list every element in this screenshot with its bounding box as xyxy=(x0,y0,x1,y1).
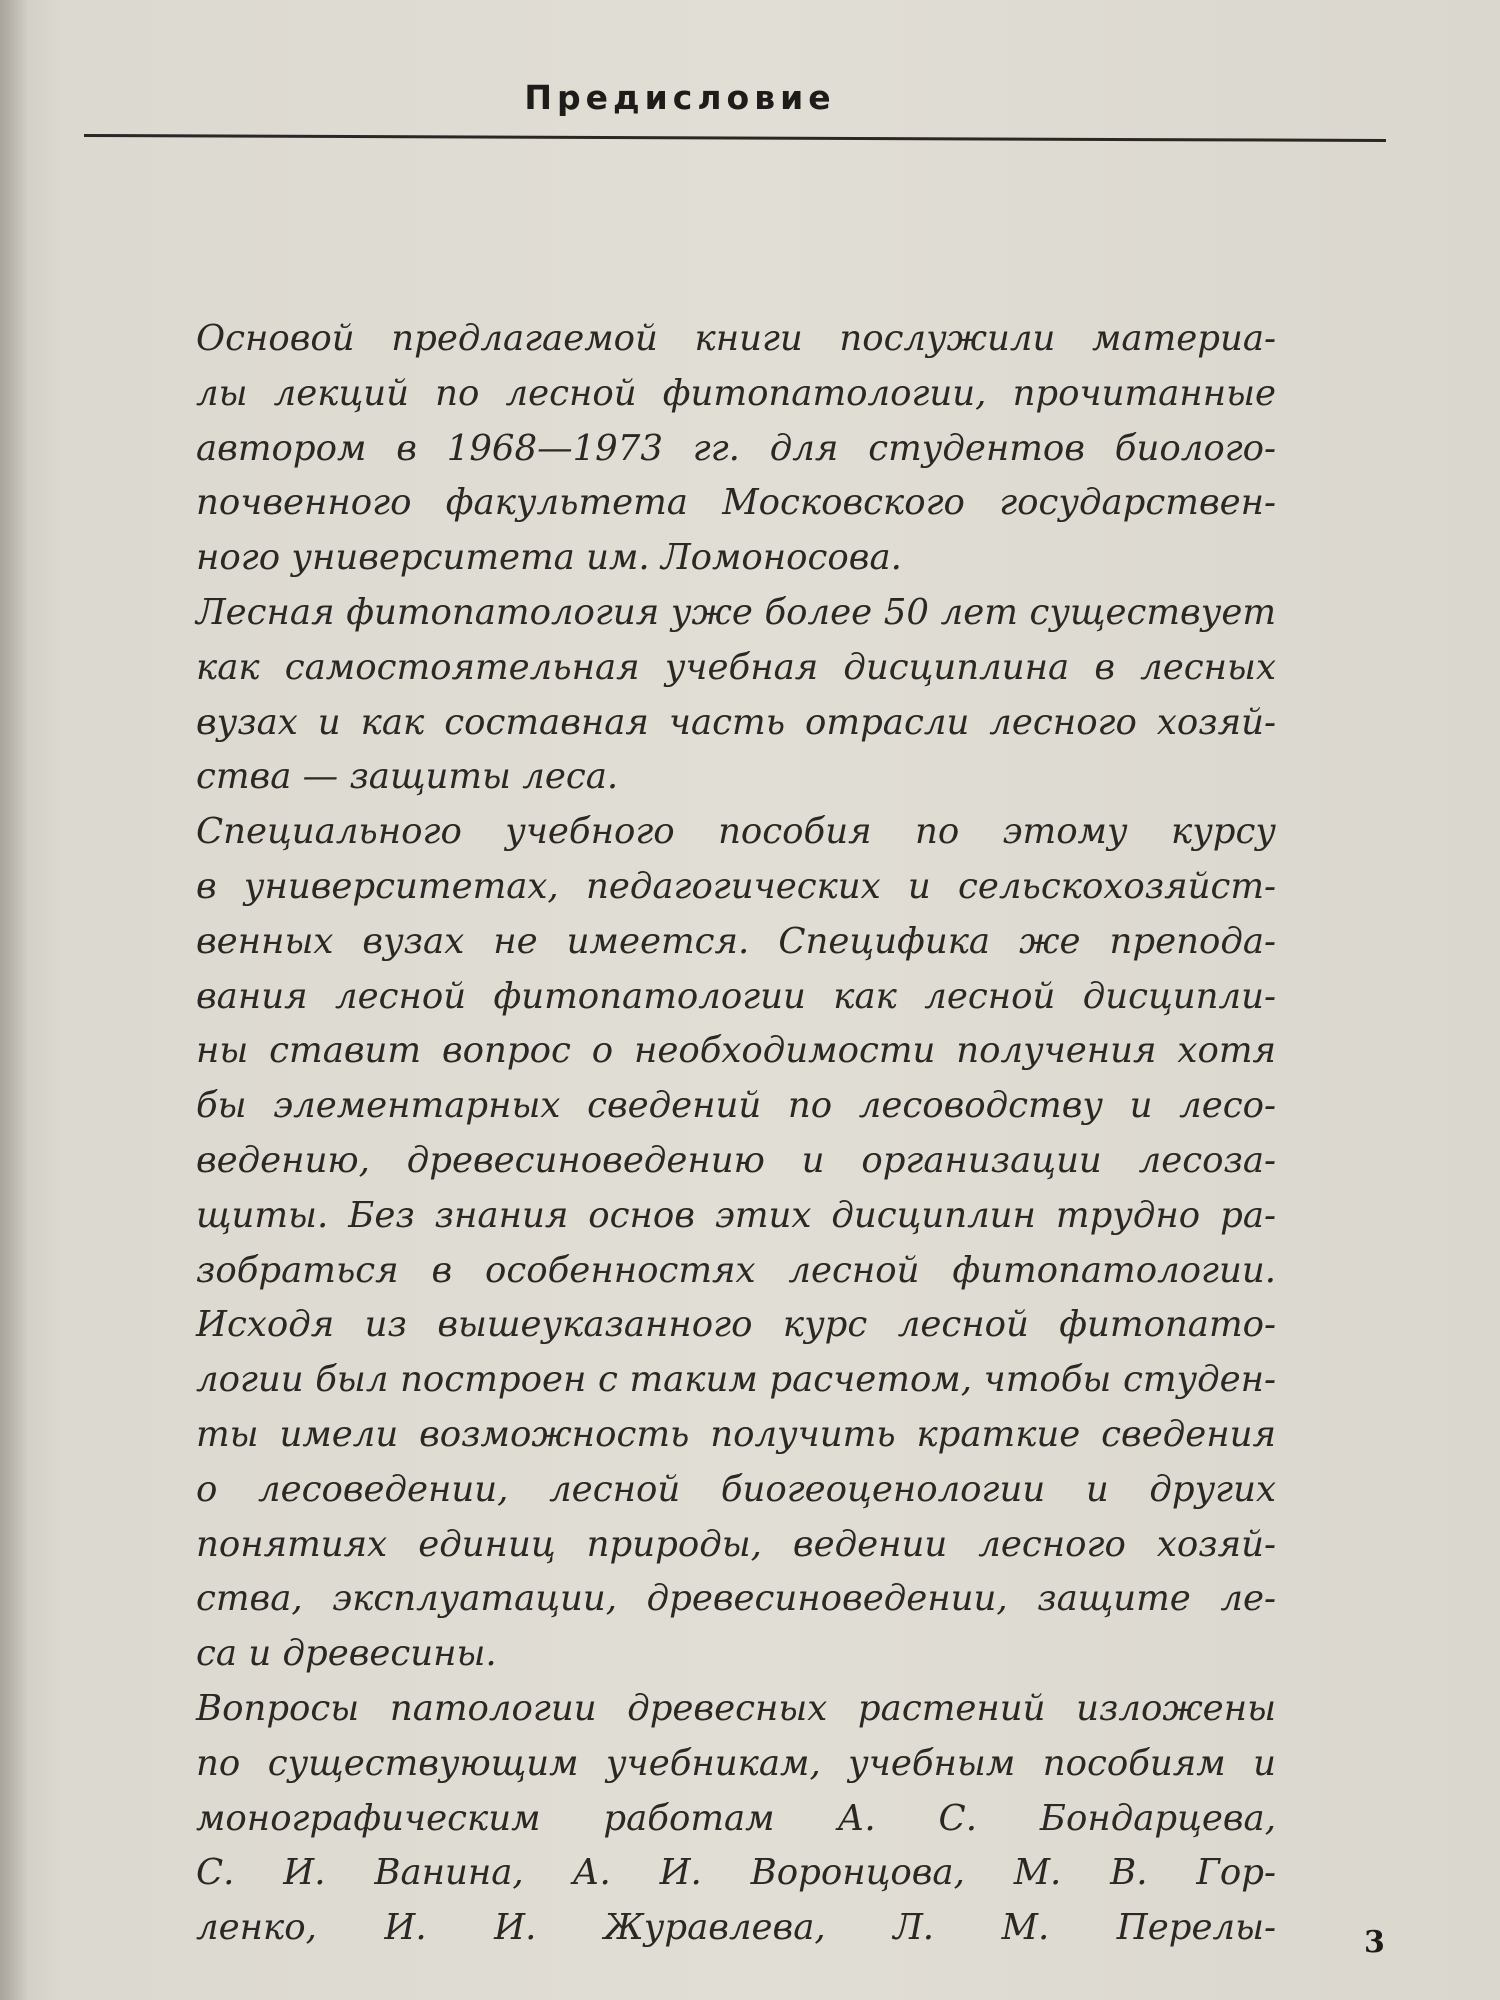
text-line: ленко, И. И. Журавлева, Л. М. Перелы- xyxy=(196,1907,1276,1949)
text-line: бы элементарных сведений по лесоводству и лесо- xyxy=(196,1085,1276,1127)
gutter-shadow xyxy=(0,0,28,2000)
text-line: Лесная фитопатология уже более 50 лет существует xyxy=(196,591,1276,633)
text-line: логии был построен с таким расчетом, чтобы студен- xyxy=(196,1359,1276,1401)
page-number: 3 xyxy=(1364,1925,1385,1960)
text-line: вузах и как составная часть отрасли лесного хозяй- xyxy=(196,701,1276,743)
text-line: почвенного факультета Московского государствен- xyxy=(196,482,1276,524)
text-line: ного университета им. Ломоносова. xyxy=(196,537,902,579)
text-line: Исходя из вышеуказанного курс лесной фитопато- xyxy=(196,1304,1276,1346)
text-line: Основой предлагаемой книги послужили материа- xyxy=(196,318,1276,359)
text-line: ства — защиты леса. xyxy=(196,756,619,798)
text-line: понятиях единиц природы, ведении лесного хозяй- xyxy=(196,1523,1276,1565)
text-line: по существующим учебникам, учебным пособиям и xyxy=(196,1742,1276,1784)
text-line: С. И. Ванина, А. И. Воронцова, М. В. Гор- xyxy=(196,1852,1276,1894)
text-line: ны ставит вопрос о необходимости получения хотя xyxy=(196,1030,1276,1072)
text-line: ства, эксплуатации, древесиноведении, защите ле- xyxy=(196,1578,1276,1620)
text-line: монографическим работам А. С. Бондарцева, xyxy=(196,1797,1276,1839)
text-line: щиты. Без знания основ этих дисциплин трудно ра- xyxy=(196,1194,1276,1236)
text-line: са и древесины. xyxy=(196,1633,497,1675)
text-line: Вопросы патологии древесных растений изложены xyxy=(196,1687,1276,1729)
text-line: Специального учебного пособия по этому курсу xyxy=(196,811,1276,853)
text-line: автором в 1968—1973 гг. для студентов биолого- xyxy=(196,427,1276,469)
text-line: в университетах, педагогических и сельскохозяйст- xyxy=(196,865,1276,907)
text-line: зобраться в особенностях лесной фитопатологии. xyxy=(196,1249,1276,1291)
page-heading: Предисловие xyxy=(524,78,836,117)
text-line: лы лекций по лесной фитопатологии, прочитанные xyxy=(196,372,1276,414)
heading-rule xyxy=(84,134,1386,142)
text-line: ведению, древесиноведению и организации лесоза- xyxy=(196,1139,1276,1181)
preface-body xyxy=(196,312,1276,1956)
text-line: венных вузах не имеется. Специфика же препода- xyxy=(196,920,1276,962)
text-line: ты имели возможность получить краткие сведения xyxy=(196,1413,1276,1455)
text-line: вания лесной фитопатологии как лесной дисципли- xyxy=(196,975,1276,1017)
text-line: о лесоведении, лесной биогеоценологии и других xyxy=(196,1468,1276,1510)
text-line: как самостоятельная учебная дисциплина в лесных xyxy=(196,646,1276,688)
